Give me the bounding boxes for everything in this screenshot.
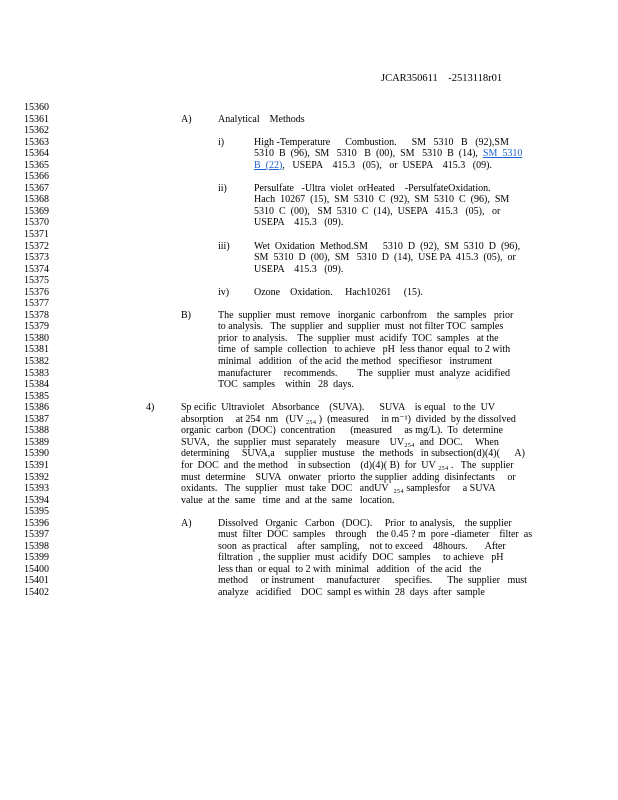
line-text-content: minimal addition of the acid the method specifiesor instrument xyxy=(218,356,493,368)
line-number: 15402 xyxy=(24,586,49,598)
line-text-content: Ozone Oxidation. Hach10261 (15). xyxy=(254,286,423,298)
document-line xyxy=(0,564,618,576)
line-text xyxy=(181,483,496,495)
line-text xyxy=(218,529,532,541)
line-text-content: USEPA 415.3 (09). xyxy=(254,217,344,229)
line-text-content: Dissolved Organic Carbon (DOC). Prior to analysis, the supplier xyxy=(218,517,512,529)
line-text-content: High -Temperature Combustion. SM 5310 B (92),SM xyxy=(254,136,509,148)
line-number: 15374 xyxy=(24,263,49,275)
line-number: 15365 xyxy=(24,159,49,171)
line-text xyxy=(181,402,495,414)
tracked-change-link[interactable]: SM 5310 xyxy=(482,148,523,160)
line-text-content: value at the same time and at the same location. xyxy=(181,494,395,506)
line-number: 15399 xyxy=(24,552,49,564)
line-text-content: filtration , the supplier must acidify DOC samples to achieve pH xyxy=(218,552,504,564)
line-text-content: organic carbon (DOC) concentration (measured as mg/L). To determine xyxy=(181,425,503,437)
line-text-content: SUVA, the supplier must separately measure UV₂₅₄ and DOC. When xyxy=(181,436,499,448)
document-body xyxy=(0,102,618,599)
line-text-content: USEPA 415.3 (09). xyxy=(254,263,344,275)
item-label: iv) xyxy=(218,286,230,298)
line-text xyxy=(181,448,525,460)
line-number: 15368 xyxy=(24,194,49,206)
line-number: 15376 xyxy=(24,286,49,298)
line-text-content: analyze acidified DOC sampl es within 28 days after sample xyxy=(218,586,485,598)
line-text-content: prior to analysis. The supplier must acidify TOC samples at the xyxy=(218,332,499,344)
line-text xyxy=(218,564,481,576)
line-number: 15361 xyxy=(24,113,49,125)
document-line xyxy=(0,252,618,264)
line-number: 15398 xyxy=(24,540,49,552)
item-label: ii) xyxy=(218,182,227,194)
document-line xyxy=(0,102,618,114)
line-number: 15385 xyxy=(24,390,49,402)
line-number: 15391 xyxy=(24,459,49,471)
document-line xyxy=(0,356,618,368)
line-number: 15380 xyxy=(24,332,49,344)
line-text xyxy=(181,425,503,437)
document-line xyxy=(0,194,618,206)
document-line xyxy=(0,483,618,495)
line-number: 15400 xyxy=(24,563,49,575)
document-line xyxy=(0,333,618,345)
line-text-content: Hach 10267 (15), SM 5310 C (92), SM 5310 C (96), SM xyxy=(254,194,510,206)
line-number: 15389 xyxy=(24,436,49,448)
document-line xyxy=(0,344,618,356)
line-text-content: The supplier must remove inorganic carbonfrom the samples prior xyxy=(218,309,514,321)
line-text xyxy=(218,541,506,553)
line-number: 15372 xyxy=(24,240,49,252)
line-number: 15371 xyxy=(24,229,49,241)
line-text-content: to analysis. The supplier and supplier must not filter TOC samples xyxy=(218,321,504,333)
line-number: 15363 xyxy=(24,136,49,148)
item-label: B) xyxy=(181,309,191,321)
line-text xyxy=(254,183,491,195)
line-number: 15362 xyxy=(24,125,49,137)
document-line xyxy=(0,160,618,172)
line-text xyxy=(218,356,492,368)
document-line xyxy=(0,125,618,137)
line-text-content: Persulfate -Ultra violet orHeated -PersulfateOxidation. xyxy=(254,182,491,194)
document-line xyxy=(0,137,618,149)
line-number: 15390 xyxy=(24,448,49,460)
document-line xyxy=(0,171,618,183)
document-line xyxy=(0,148,618,160)
line-text-content: 5310 B (96), SM 5310 B (00), SM 5310 B (14), xyxy=(254,148,483,160)
line-text-content: 5310 C (00), SM 5310 C (14), USEPA 415.3 (05), or xyxy=(254,205,501,217)
document-line xyxy=(0,587,618,599)
document-line xyxy=(0,448,618,460)
document-line xyxy=(0,264,618,276)
line-text-content: method or instrument manufacturer specifies. The supplier must xyxy=(218,575,527,587)
document-line xyxy=(0,472,618,484)
item-label: iii) xyxy=(218,240,230,252)
line-text xyxy=(254,264,343,276)
line-text-content: manufacturer recommends. The supplier must analyze acidified xyxy=(218,367,510,379)
line-text xyxy=(218,575,527,587)
line-text-content: SM 5310 D (00), SM 5310 D (14), USE PA 415.3 (05), or xyxy=(254,252,516,264)
line-text xyxy=(181,472,516,484)
document-line xyxy=(0,241,618,253)
document-line xyxy=(0,437,618,449)
item-label: A) xyxy=(181,113,192,125)
document-line xyxy=(0,414,618,426)
document-line xyxy=(0,275,618,287)
document-line xyxy=(0,183,618,195)
line-number: 15370 xyxy=(24,217,49,229)
document-line xyxy=(0,541,618,553)
line-number: 15367 xyxy=(24,182,49,194)
document-line xyxy=(0,206,618,218)
item-label: i) xyxy=(218,136,225,148)
line-number: 15396 xyxy=(24,517,49,529)
line-number: 15401 xyxy=(24,575,49,587)
line-text xyxy=(218,379,354,391)
line-text-content: must determine SUVA onwater priorto the supplier adding disinfectants or xyxy=(181,471,516,483)
line-text xyxy=(218,333,499,345)
document-line xyxy=(0,402,618,414)
line-text xyxy=(254,206,500,218)
line-number: 15387 xyxy=(24,413,49,425)
line-text xyxy=(254,287,423,299)
document-line xyxy=(0,310,618,322)
line-text xyxy=(218,344,510,356)
line-text xyxy=(218,310,513,322)
line-text-content: Analytical Methods xyxy=(218,113,305,125)
line-number: 15386 xyxy=(24,402,49,414)
line-text-content: , USEPA 415.3 (05), or USEPA 415.3 (09). xyxy=(282,159,492,171)
line-number: 15369 xyxy=(24,205,49,217)
line-number: 15392 xyxy=(24,471,49,483)
line-text xyxy=(181,495,395,507)
line-text xyxy=(218,321,503,333)
item-label: 4) xyxy=(146,402,155,414)
line-text xyxy=(254,160,492,172)
line-text xyxy=(218,587,485,599)
document-line xyxy=(0,495,618,507)
line-number: 15377 xyxy=(24,298,49,310)
document-line xyxy=(0,575,618,587)
tracked-change-link[interactable]: B (22) xyxy=(254,159,283,171)
line-text xyxy=(218,368,510,380)
line-text-content: must filter DOC samples through the 0.45 ? m pore -diameter filter as xyxy=(218,529,533,541)
line-number: 15379 xyxy=(24,321,49,333)
line-text xyxy=(181,437,499,449)
line-number: 15382 xyxy=(24,356,49,368)
line-text-content: absorption at 254 nm (UV ₂₅₄ ) (measured in m⁻¹) divided by the dissolved xyxy=(181,413,516,425)
document-line xyxy=(0,529,618,541)
document-line xyxy=(0,287,618,299)
document-line xyxy=(0,298,618,310)
line-number: 15397 xyxy=(24,529,49,541)
document-line xyxy=(0,391,618,403)
line-number: 15393 xyxy=(24,483,49,495)
line-text xyxy=(218,114,305,126)
line-number: 15364 xyxy=(24,148,49,160)
document-id: JCAR350611 -2513118r01 xyxy=(381,73,503,84)
document-line xyxy=(0,114,618,126)
line-text xyxy=(254,217,343,229)
line-text xyxy=(181,460,514,472)
document-line xyxy=(0,460,618,472)
line-text xyxy=(254,148,522,160)
line-text-content: Sp ecific Ultraviolet Absorbance (SUVA). SUVA is equal to the UV xyxy=(181,402,496,414)
line-text xyxy=(218,518,512,530)
line-number: 15373 xyxy=(24,252,49,264)
line-number: 15360 xyxy=(24,102,49,113)
line-text-content: oxidants. The supplier must take DOC andUV ₂₅₄ samplesfor a SUVA xyxy=(181,483,496,495)
line-text-content: Wet Oxidation Method.SM 5310 D (92), SM 5310 D (96), xyxy=(254,240,521,252)
document-line xyxy=(0,229,618,241)
document-line xyxy=(0,552,618,564)
document-line xyxy=(0,217,618,229)
line-text xyxy=(254,252,516,264)
line-number: 15381 xyxy=(24,344,49,356)
line-number: 15366 xyxy=(24,171,49,183)
line-text-content: less than or equal to 2 with minimal addition of the acid the xyxy=(218,563,482,575)
line-text-content: time of sample collection to achieve pH less thanor equal to 2 with xyxy=(218,344,511,356)
document-line xyxy=(0,321,618,333)
line-number: 15388 xyxy=(24,425,49,437)
line-text xyxy=(254,137,509,149)
line-number: 15384 xyxy=(24,379,49,391)
item-label: A) xyxy=(181,517,192,529)
document-line xyxy=(0,379,618,391)
line-text-content: for DOC and the method in subsection (d)(4)( B) for UV ₂₅₄ . The supplier xyxy=(181,459,514,471)
line-text xyxy=(254,194,509,206)
line-number: 15394 xyxy=(24,494,49,506)
line-number: 15375 xyxy=(24,275,49,287)
document-line xyxy=(0,368,618,380)
document-line xyxy=(0,425,618,437)
line-text-content: TOC samples within 28 days. xyxy=(218,379,354,391)
document-line xyxy=(0,506,618,518)
line-number: 15395 xyxy=(24,506,49,518)
document-line xyxy=(0,518,618,530)
line-number: 15383 xyxy=(24,367,49,379)
line-text-content: determining SUVA,a supplier mustuse the methods in subsection(d)(4)( A) xyxy=(181,448,525,460)
line-text xyxy=(254,241,520,253)
line-text xyxy=(181,414,516,426)
line-text xyxy=(218,552,504,564)
line-number: 15378 xyxy=(24,309,49,321)
line-text-content: soon as practical after sampling, not to exceed 48hours. After xyxy=(218,540,506,552)
